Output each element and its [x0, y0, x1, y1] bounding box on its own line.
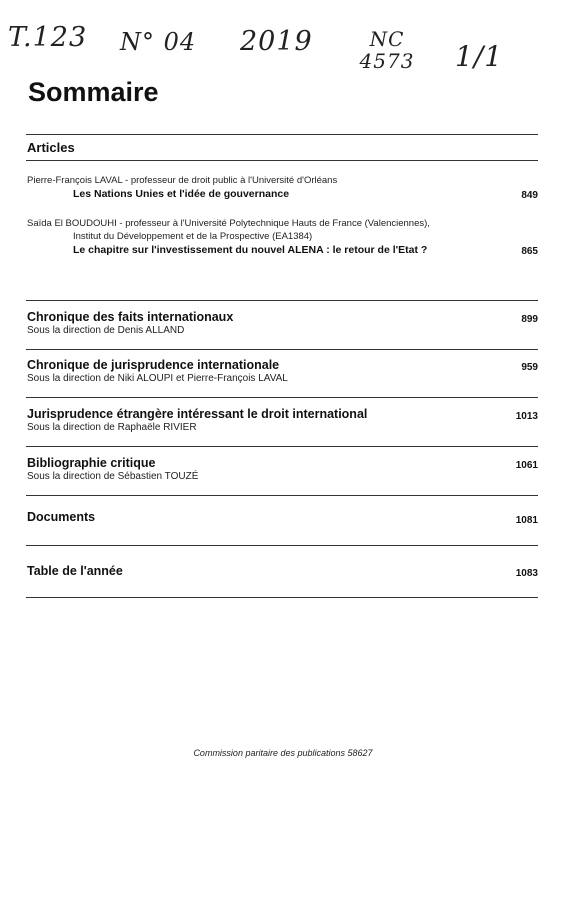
divider: [26, 446, 538, 447]
handwritten-note-volume: T.123: [8, 22, 88, 53]
divider: [26, 545, 538, 546]
section-page-number: 1013: [515, 411, 538, 422]
section-title[interactable]: Table de l'année: [27, 564, 123, 578]
divider: [26, 495, 538, 496]
section-subtitle: Sous la direction de Denis ALLAND: [27, 325, 185, 336]
section-title[interactable]: Chronique des faits internationaux: [27, 310, 234, 324]
section-title[interactable]: Bibliographie critique: [27, 456, 156, 470]
divider: [26, 160, 538, 161]
section-subtitle: Sous la direction de Niki ALOUPI et Pierre-François LAVAL: [27, 373, 288, 384]
footer-note: Commission paritaire des publications 58627: [193, 748, 373, 758]
divider: [26, 397, 538, 398]
article-page-number: 849: [521, 190, 538, 201]
section-subtitle: Sous la direction de Raphaële RIVIER: [27, 422, 197, 433]
section-page-number: 959: [521, 362, 538, 373]
article-page-number: 865: [521, 246, 538, 257]
handwritten-note-year: 2019: [240, 26, 313, 57]
article-author: Saïda El BOUDOUHI - professeur à l'Université Polytechnique Hauts de France (Valenciennes),: [27, 218, 430, 229]
article-title[interactable]: Les Nations Unies et l'idée de gouvernance: [73, 188, 290, 200]
articles-heading: Articles: [27, 140, 75, 155]
section-page-number: 899: [521, 314, 538, 325]
section-title[interactable]: Documents: [27, 510, 96, 524]
divider: [26, 349, 538, 350]
section-page-number: 1081: [515, 515, 538, 526]
section-page-number: 1061: [515, 460, 538, 471]
divider: [26, 597, 538, 598]
article-author: Pierre-François LAVAL - professeur de droit public à l'Université d'Orléans: [27, 175, 338, 186]
section-subtitle: Sous la direction de Sébastien TOUZÉ: [27, 471, 199, 482]
page-title: Sommaire: [28, 77, 159, 107]
section-title[interactable]: Jurisprudence étrangère intéressant le droit international: [27, 407, 368, 421]
article-title[interactable]: Le chapitre sur l'investissement du nouvel ALENA : le retour de l'Etat ?: [73, 244, 428, 256]
divider: [26, 134, 538, 135]
divider: [26, 300, 538, 301]
article-author-affiliation: Institut du Développement et de la Prospective (EA1384): [73, 231, 313, 242]
handwritten-note-code: NC 4573: [359, 27, 415, 73]
section-page-number: 1083: [515, 568, 538, 579]
section-title[interactable]: Chronique de jurisprudence internationale: [27, 358, 280, 372]
handwritten-note-count: 1/1: [455, 40, 504, 73]
handwritten-note-issue: N° 04: [120, 28, 197, 56]
